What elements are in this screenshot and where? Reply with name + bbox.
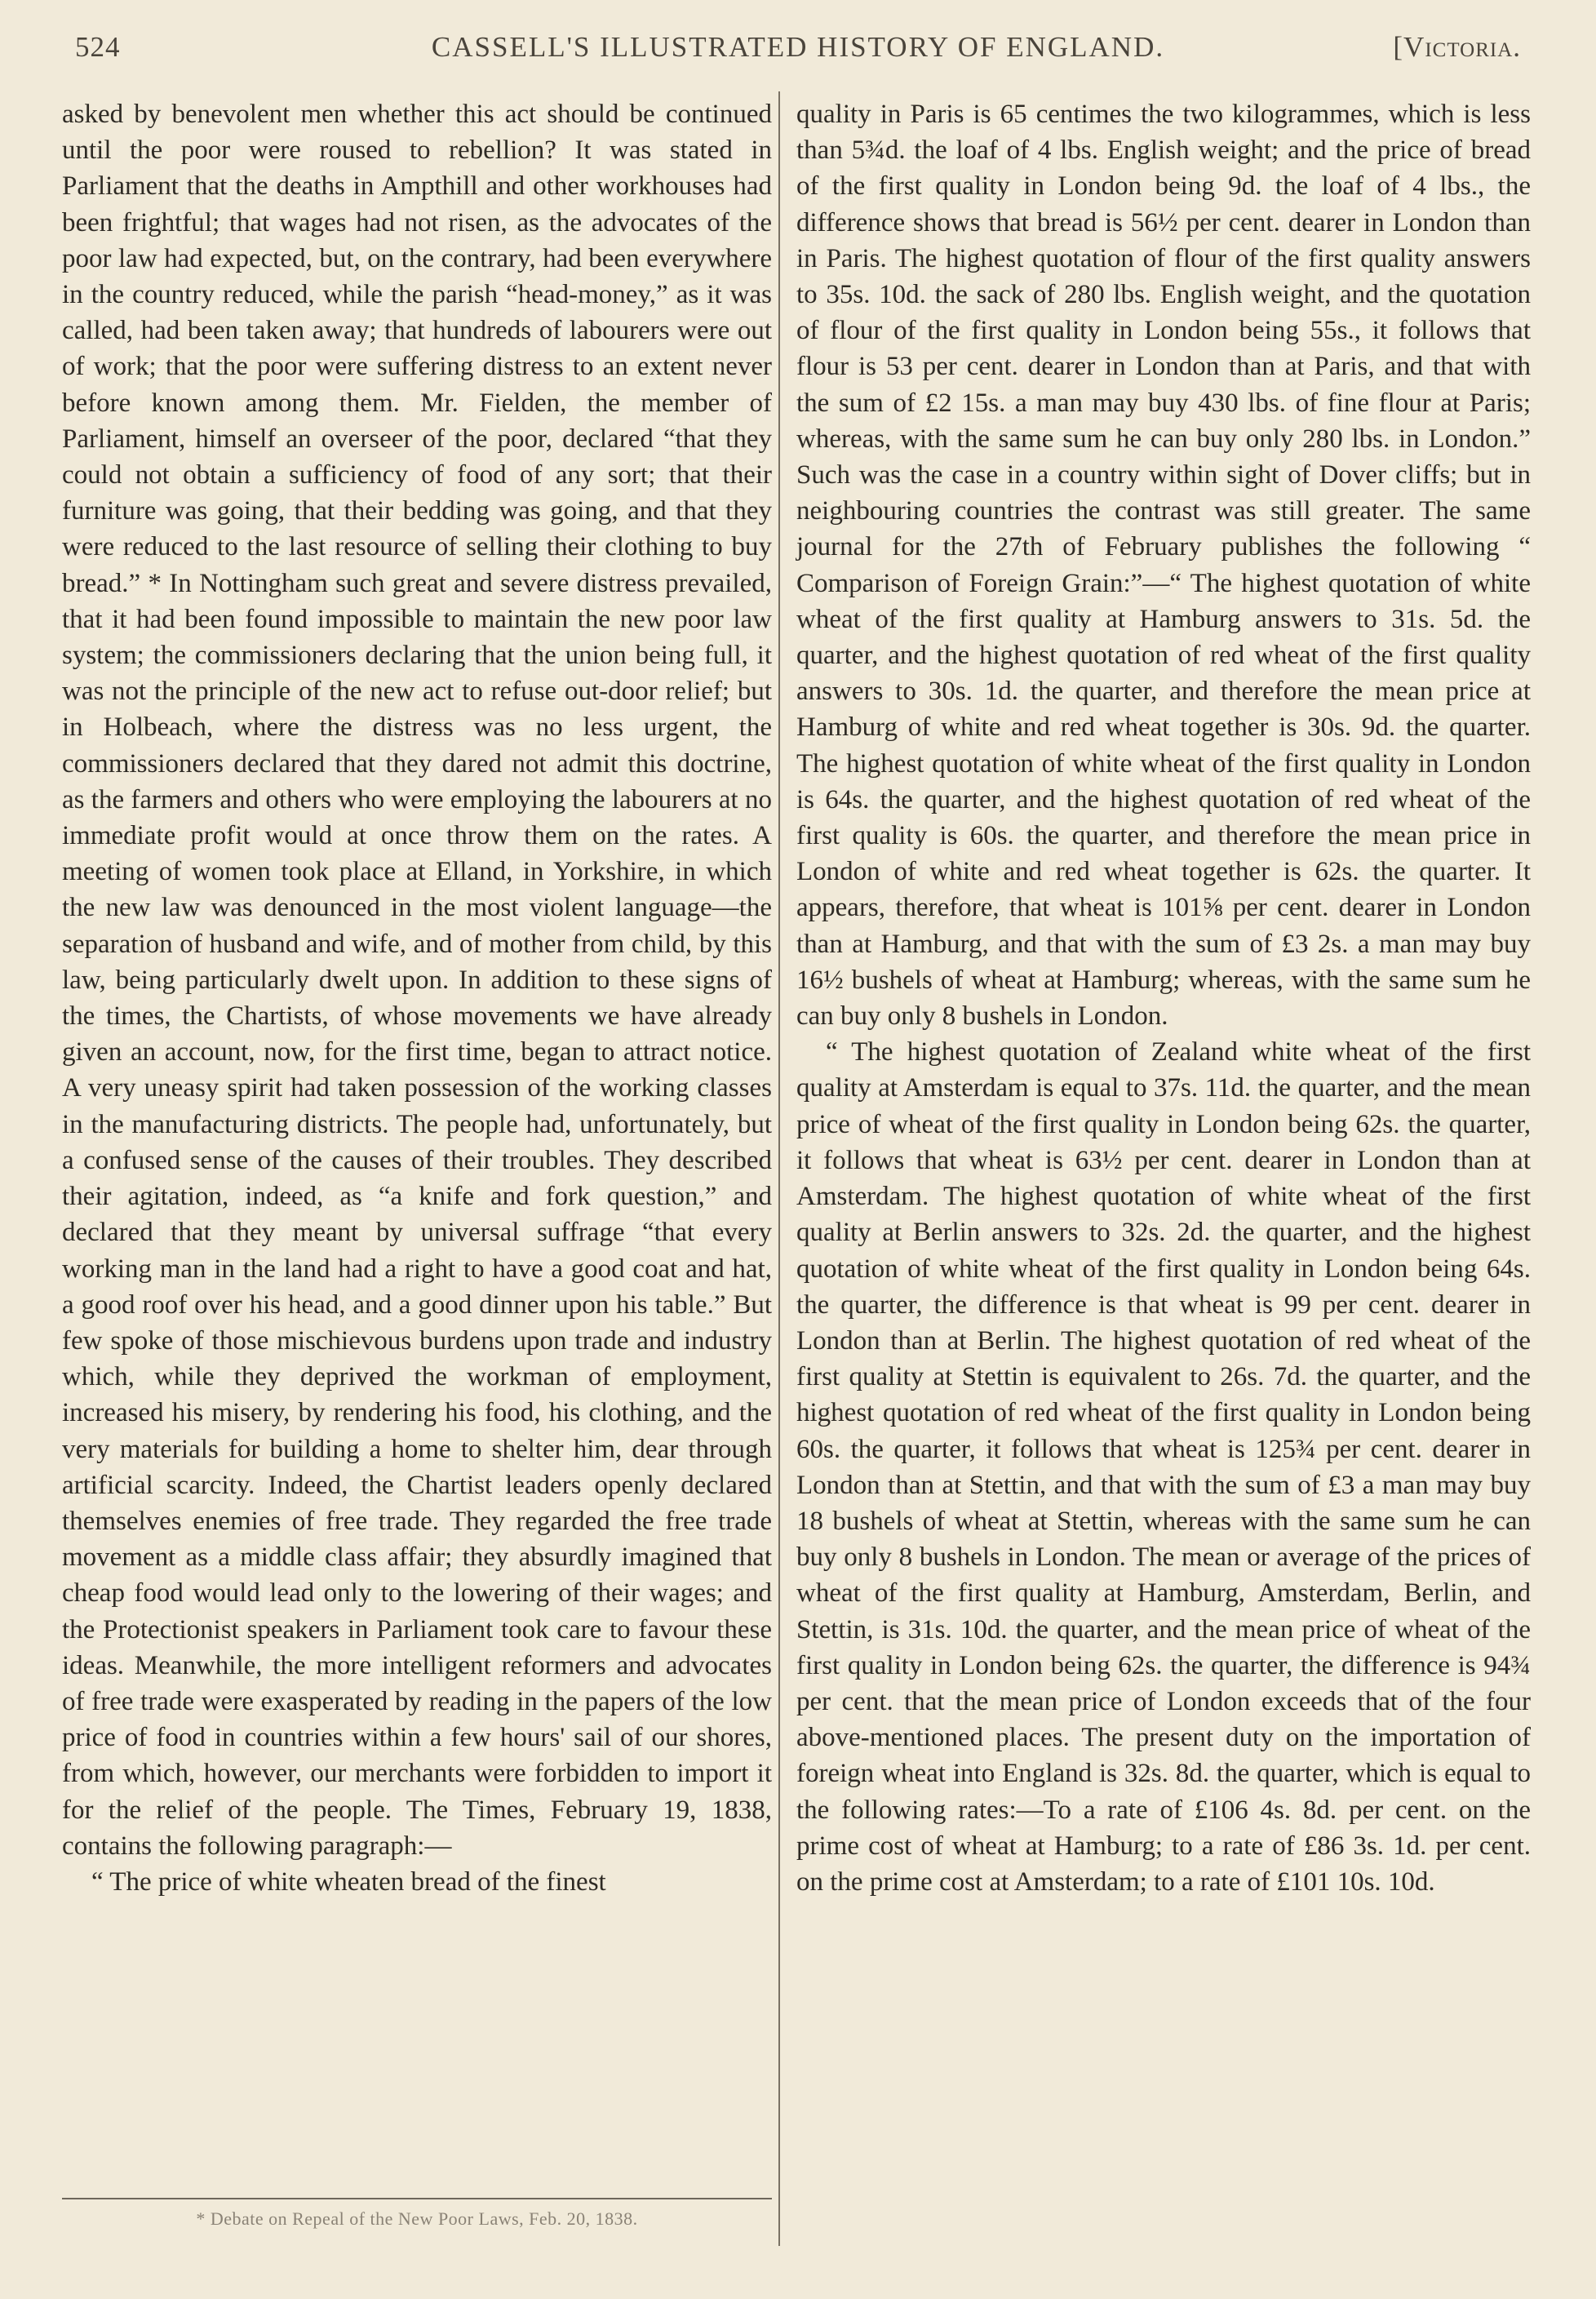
left-column (62, 96, 772, 1900)
left-paragraph-2: “ The price of white wheaten bread of the finest (91, 1866, 606, 1897)
right-column (796, 96, 1531, 1900)
book-title: CASSELL'S ILLUSTRATED HISTORY OF ENGLAND. (431, 31, 1165, 63)
right-paragraph-2: “ The highest quotation of Zealand white wheat of the first quality at Amsterdam is equal to 37s. 11d. the quarter, and the mean price of wheat of the first quality in London being 62s. the quarter, it follows that wheat is 63½ per cent. dearer in London than at Amsterdam. The highest quotation of white wheat of the first quality at Berlin answers to 32s. 2d. the quarter, and the highest quotation of white wheat of the first quality in London being 64s. the quarter, the difference is that wheat is 99 per cent. dearer in London than at Berlin. The highest quotation of red wheat of the first quality at Stettin is equivalent to 26s. 7d. the quarter, and the highest quotation of red wheat of the first quality in London being 60s. the quarter, it follows that wheat is 125¾ per cent. dearer in London than at Stettin, and that with the sum of £3 a man may buy 18 bushels of wheat at Stettin, whereas with the same sum he can buy only 8 bushels in London. The mean or average of the prices of wheat of the first quality at Hamburg, Amsterdam, Berlin, and Stettin, is 31s. 10d. the quarter, and the mean price of wheat of the first quality in London being 62s. the quarter, the difference is 94¾ per cent. that the mean price of London exceeds that of the four above-mentioned places. The present duty on the importation of foreign wheat into England is 32s. 8d. the quarter, which is equal to the following rates:—To a rate of £106 4s. 8d. per cent. on the prime cost of wheat at Hamburg; to a rate of £86 3s. 1d. per cent. on the prime cost at Amsterdam; to a rate of £101 10s. 10d. (796, 1037, 1531, 1897)
left-paragraph-1: asked by benevolent men whether this act should be continued until the poor were roused to rebellion? It was stated in Parliament that the deaths in Ampthill and other workhouses had been frightful; that wages had not risen, as the advocates of the poor law had expected, but, on the contrary, had been everywhere in the country reduced, while the parish “head-money,” as it was called, had been taken away; that hundreds of labourers were out of work; that the poor were suffering distress to an extent never before known among them. Mr. Fielden, the member of Parliament, himself an overseer of the poor, declared “that they could not obtain a sufficiency of food of any sort; that their furniture was going, that their bedding was going, and that they were reduced to the last resource of selling their clothing to buy bread.” * In Nottingham such great and severe distress prevailed, that it had been found impossible to maintain the new poor law system; the commissioners declaring that the union being full, it was not the principle of the new act to refuse out-door relief; but in Holbeach, where the distress was no less urgent, the commissioners declared that they dared not admit this doctrine, as the farmers and others who were employing the labourers at no immediate profit would at once throw them on the rates. A meeting of women took place at Elland, in Yorkshire, in which the new law was denounced in the most violent language—the separation of husband and wife, and of mother from child, by this law, being particularly dwelt upon. In addition to these signs of the times, the Chartists, of whose movements we have already given an account, now, for the first time, began to attract notice. A very uneasy spirit had taken possession of the working classes in the manufacturing districts. The people had, unfortunately, but a confused sense of the causes of their troubles. They described their agitation, indeed, as “a knife and fork question,” and declared that they meant by universal suffrage “that every working man in the land had a right to have a good coat and hat, a good roof over his head, and a good dinner upon his table.” But few spoke of those mischievous burdens upon trade and industry which, while they deprived the workman of employment, increased his misery, by rendering his food, his clothing, and the very materials for building a home to shelter him, dear through artificial scarcity. Indeed, the Chartist leaders openly declared themselves enemies of free trade. They regarded the free trade movement as a middle class affair; they absurdly imagined that cheap food would lead only to the lowering of their wages; and the Protectionist speakers in Parliament took care to favour these ideas. Meanwhile, the more intelligent reformers and advocates of free trade were exasperated by reading in the papers of the low price of food in countries within a few hours' sail of our shores, from which, however, our merchants were forbidden to import it for the relief of the people. The Times, February 19, 1838, contains the following paragraph:— (62, 100, 772, 1861)
footnote-rule (62, 2198, 772, 2199)
footnote: * Debate on Repeal of the New Poor Laws, Feb. 20, 1838. (196, 2208, 638, 2229)
right-paragraph-1: quality in Paris is 65 centimes the two kilogrammes, which is less than 5¾d. the loaf of 4 lbs. English weight; and the price of bread of the first quality in London being 9d. the loaf of 4 lbs., the difference shows that bread is 56½ per cent. dearer in London than in Paris. The highest quotation of flour of the first quality answers to 35s. 10d. the sack of 280 lbs. English weight, and the quotation of flour of the first quality in London being 55s., it follows that flour is 53 per cent. dearer in London than at Paris, and that with the sum of £2 15s. a man may buy 430 lbs. of fine flour at Paris; whereas, with the same sum he can buy only 280 lbs. in London.” Such was the case in a country within sight of Dover cliffs; but in neighbouring countries the contrast was still greater. The same journal for the 27th of February publishes the following “ Comparison of Foreign Grain:”—“ The highest quotation of white wheat of the first quality at Hamburg answers to 31s. 5d. the quarter, and the highest quotation of red wheat of the first quality answers to 30s. 1d. the quarter, and therefore the mean price at Hamburg of white and red wheat together is 30s. 9d. the quarter. The highest quotation of white wheat of the first quality in London is 64s. the quarter, and the highest quotation of red wheat of the first quality is 60s. the quarter, and therefore the mean price in London of white and red wheat together is 62s. the quarter. It appears, therefore, that wheat is 101⅝ per cent. dearer in London than at Hamburg, and that with the sum of £3 2s. a man may buy 16½ bushels of wheat at Hamburg; whereas, with the same sum he can buy only 8 bushels in London. (796, 100, 1531, 1032)
page-number: 524 (75, 31, 121, 63)
running-head (75, 31, 1521, 72)
reign-label: [Victoria. (1393, 31, 1521, 63)
column-divider (778, 91, 780, 2246)
